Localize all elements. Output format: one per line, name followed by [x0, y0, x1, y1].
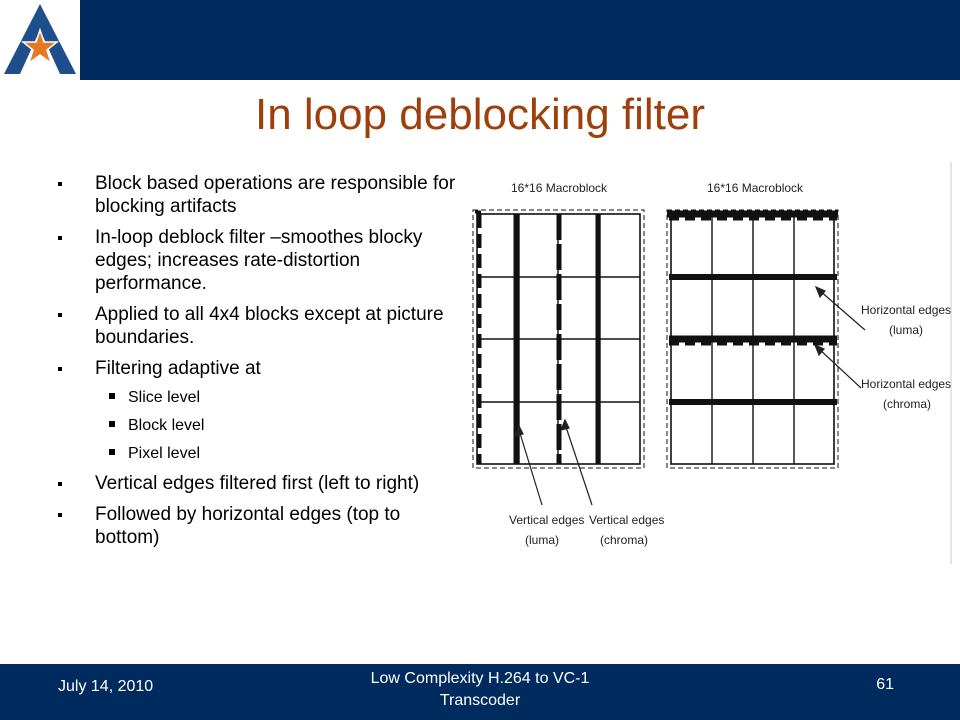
- slide-title: In loop deblocking filter: [254, 90, 706, 139]
- footer-date: July 14, 2010: [58, 678, 154, 695]
- label-vertical-luma-2: (luma): [525, 533, 560, 547]
- bullet-item: Block based operations are responsible for blocking artifacts: [58, 172, 460, 218]
- bullet-item: Applied to all 4x4 blocks except at picture boundaries.: [58, 303, 460, 349]
- label-horizontal-chroma-1: Horizontal edges: [861, 377, 952, 391]
- label-horizontal-luma-1: Horizontal edges: [861, 303, 952, 317]
- sub-bullet-item: Pixel level: [58, 444, 460, 464]
- page-number: 61: [876, 676, 894, 693]
- bullet-item: Filtering adaptive at: [58, 357, 460, 380]
- label-vertical-chroma-2: (chroma): [600, 533, 649, 547]
- label-horizontal-luma-2: (luma): [889, 323, 924, 337]
- footer-title: [340, 668, 620, 712]
- sub-bullet-item: Block level: [58, 416, 460, 436]
- left-macroblock-caption: 16*16 Macroblock: [511, 181, 608, 195]
- footer-title-line1: Low Complexity H.264 to VC-1: [370, 670, 590, 687]
- bullet-item: Followed by horizontal edges (top to bottom): [58, 503, 460, 549]
- right-macroblock-caption: 16*16 Macroblock: [707, 181, 804, 195]
- bullet-item: Vertical edges filtered first (left to right): [58, 472, 460, 495]
- label-horizontal-chroma-2: (chroma): [883, 397, 932, 411]
- footer-bar: [0, 664, 960, 720]
- header-bar: [0, 0, 960, 80]
- university-logo: [0, 0, 80, 80]
- bullet-item: In-loop deblock filter –smoothes blocky edges; increases rate-distortion performance.: [58, 226, 460, 295]
- deblocking-diagram: [457, 162, 953, 564]
- footer-title-line2: Transcoder: [439, 692, 521, 709]
- label-vertical-chroma-1: Vertical edges: [589, 513, 665, 527]
- bullet-list: [58, 172, 460, 557]
- sub-bullet-item: Slice level: [58, 388, 460, 408]
- label-vertical-luma-1: Vertical edges: [509, 513, 585, 527]
